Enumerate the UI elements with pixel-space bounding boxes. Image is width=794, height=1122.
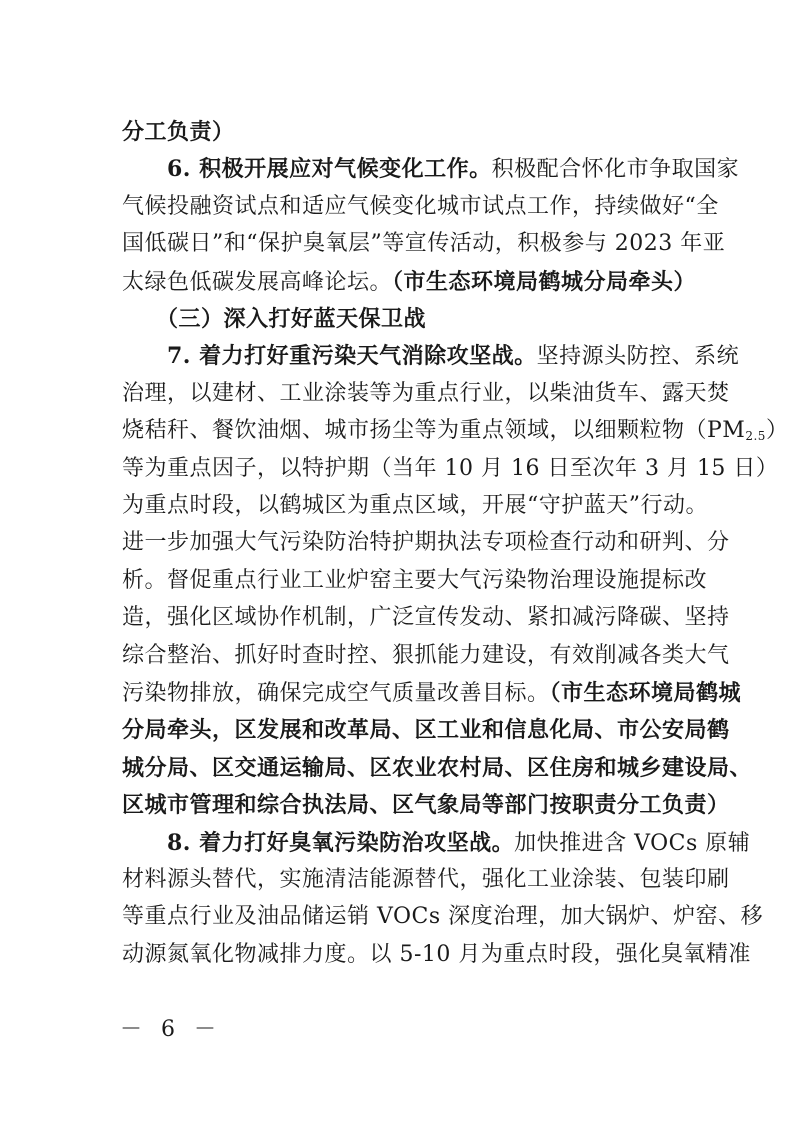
text-segment: ） xyxy=(765,418,789,444)
text-segment: 进一步加强大气污染防治特护期执法专项检查行动和研判、分 xyxy=(122,530,730,556)
text-segment: 加快推进含 VOCs 原辅 xyxy=(514,830,751,856)
text-line-l16 xyxy=(122,675,742,711)
text-segment: 动源氮氧化物减排力度。以 5-10 月为重点时段，强化臭氧精准 xyxy=(122,941,751,967)
text-segment: 为重点时段，以鹤城区为重点区域，开展“守护蓝天”行动。 xyxy=(122,493,708,518)
text-line-l02 xyxy=(122,151,740,187)
text-segment: 分局牵头，区发展和改革局、区工业和信息化局、市公安局鹤 xyxy=(122,717,730,744)
text-segment: 分工负责） xyxy=(122,119,235,145)
text-line-l18 xyxy=(122,750,753,786)
text-line-l15 xyxy=(122,638,730,674)
text-line-l22 xyxy=(122,899,764,935)
text-segment: （三）深入打好蓝天保卫战 xyxy=(122,306,427,332)
text-line-l23 xyxy=(122,937,751,973)
text-line-l07 xyxy=(122,338,740,374)
text-segment: 材料源头替代，实施清洁能源替代，强化工业涂装、包装印刷 xyxy=(122,867,730,892)
text-line-l20 xyxy=(122,825,751,861)
text-segment: （市生态环境局鹤城 xyxy=(549,680,742,706)
text-segment: 造，强化区域协作机制，广泛宣传发动、紧扣减污降碳、坚持 xyxy=(122,605,730,631)
text-line-l14 xyxy=(122,600,730,636)
text-segment: 区城市管理和综合执法局、区气象局等部门按职责分工负责） xyxy=(122,792,730,819)
text-segment: 析。督促重点行业工业炉窑主要大气污染物治理设施提标改 xyxy=(122,567,708,593)
text-line-l19 xyxy=(122,787,730,823)
text-segment: 太绿色低碳发展高峰论坛。 xyxy=(122,269,393,295)
text-segment: 积极配合怀化市争取国家 xyxy=(491,157,740,183)
text-segment: （市生态环境局鹤城分局牵头） xyxy=(392,268,697,295)
text-line-l06 xyxy=(122,301,682,337)
page-number: － 6 － xyxy=(120,1017,222,1042)
text-segment: 治理，以建材、工业涂装等为重点行业，以柴油货车、露天焚 xyxy=(122,380,730,406)
text-segment: 等重点行业及油品储运销 VOCs 深度治理，加大锅炉、炉窑、移 xyxy=(122,904,764,930)
text-segment: 2.5 xyxy=(745,429,766,444)
text-segment: 等为重点因子，以特护期（当年 10 月 16 日至次年 3 月 15 日） xyxy=(122,455,779,481)
text-line-l01 xyxy=(122,114,682,150)
text-segment: 6. 积极开展应对气候变化工作。 xyxy=(122,156,492,183)
text-line-l09 xyxy=(122,413,789,449)
text-line-l21 xyxy=(122,862,730,898)
text-line-l05 xyxy=(122,264,697,300)
text-segment: 气候投融资试点和适应气候变化城市试点工作，持续做好“全 xyxy=(122,193,719,219)
text-segment: 7. 着力打好重污染天气消除攻坚战。 xyxy=(122,343,537,370)
text-line-l03 xyxy=(122,189,719,225)
text-segment: 国低碳日”和“保护臭氧层”等宣传活动，积极参与 2023 年亚 xyxy=(122,231,726,257)
text-segment: 8. 着力打好臭氧污染防治攻坚战。 xyxy=(122,829,515,856)
text-line-l17 xyxy=(122,712,730,748)
text-segment: 坚持源头防控、系统 xyxy=(536,344,740,370)
text-line-l11 xyxy=(122,488,708,524)
text-segment: 城分局、区交通运输局、区农业农村局、区住房和城乡建设局、 xyxy=(122,754,753,781)
text-line-l12 xyxy=(122,525,730,561)
text-line-l13 xyxy=(122,563,708,599)
text-line-l08 xyxy=(122,376,730,412)
text-segment: 烧秸秆、餐饮油烟、城市扬尘等为重点领域，以细颗粒物（PM xyxy=(122,418,746,444)
text-line-l04 xyxy=(122,226,726,262)
text-segment: 综合整治、抓好时查时控、狠抓能力建设，有效削减各类大气 xyxy=(122,642,730,668)
text-line-l10 xyxy=(122,451,779,487)
text-segment: 污染物排放，确保完成空气质量改善目标。 xyxy=(122,681,550,706)
